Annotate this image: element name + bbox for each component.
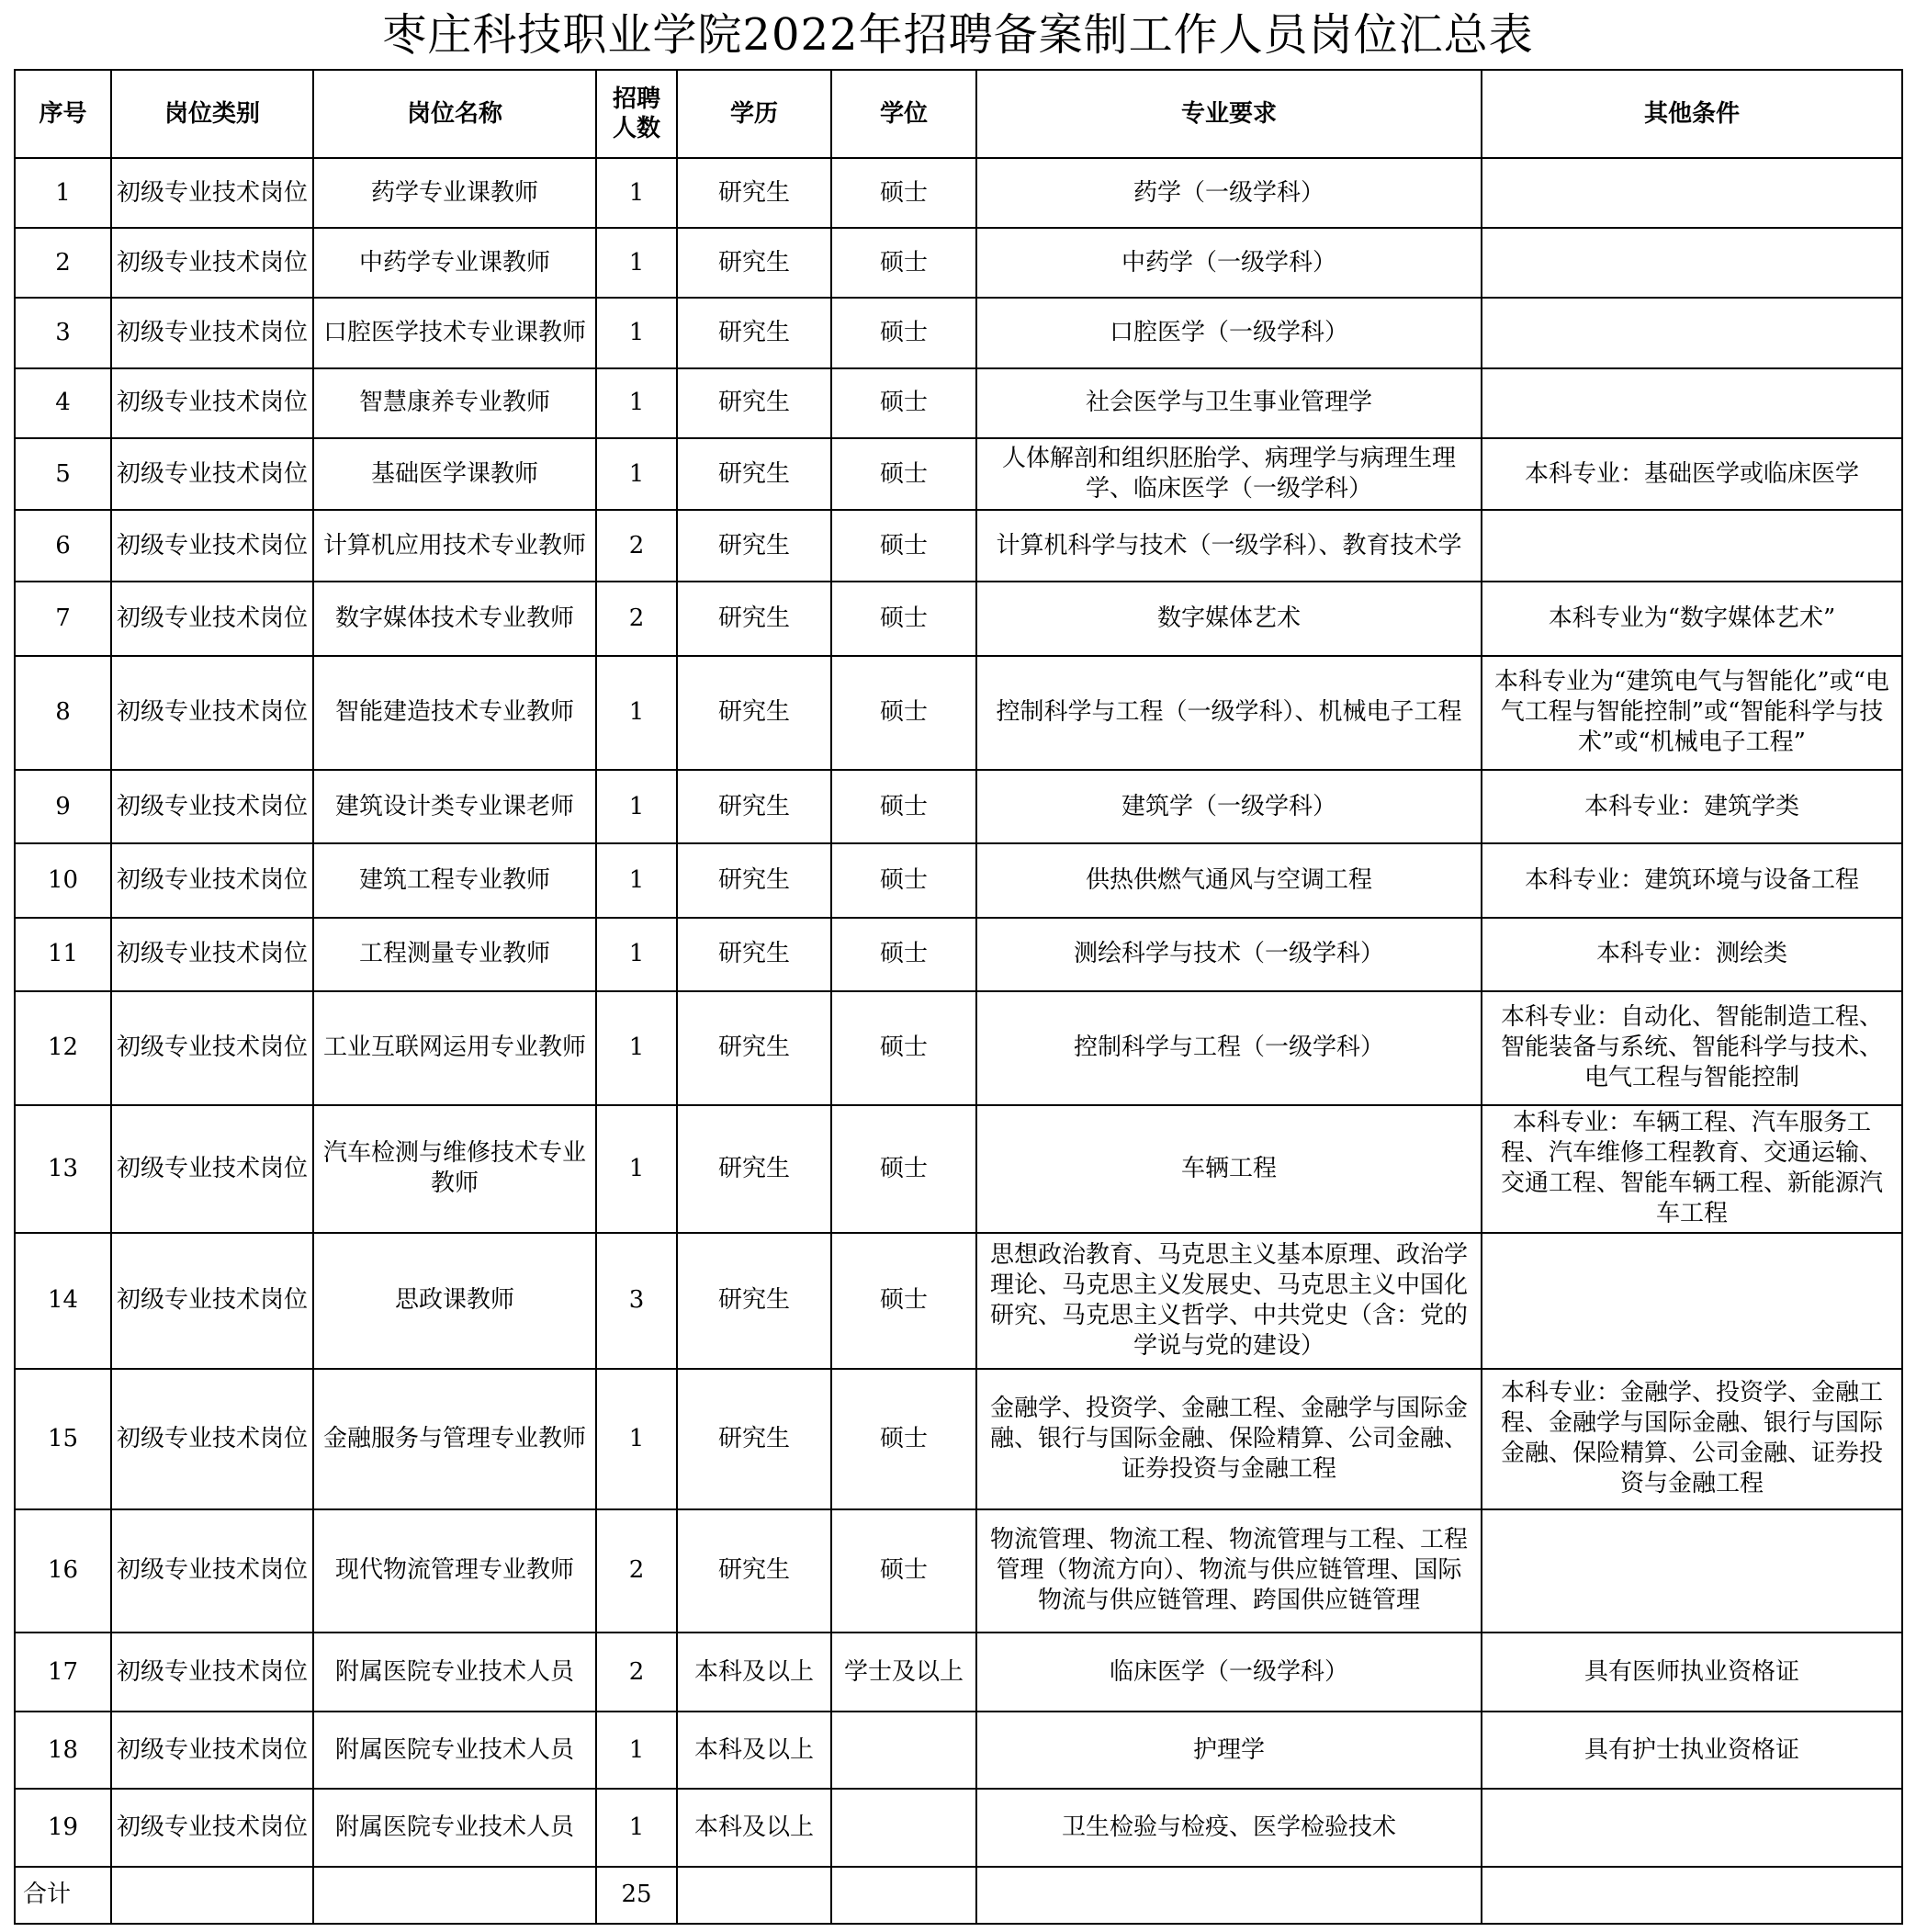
cell-major: 社会医学与卫生事业管理学 bbox=[976, 368, 1482, 438]
cell-education: 研究生 bbox=[677, 228, 831, 298]
cell-name: 建筑设计类专业课老师 bbox=[313, 770, 596, 843]
cell-other: 本科专业：建筑学类 bbox=[1482, 770, 1902, 843]
cell-other bbox=[1482, 1509, 1902, 1633]
header-row bbox=[15, 70, 1902, 158]
cell-degree: 硕士 bbox=[831, 1509, 976, 1633]
table-row bbox=[15, 582, 1902, 655]
cell-no: 12 bbox=[15, 991, 111, 1105]
cell-no: 15 bbox=[15, 1369, 111, 1508]
total-row bbox=[15, 1867, 1902, 1924]
cell-major: 建筑学（一级学科） bbox=[976, 770, 1482, 843]
cell-degree: 学士及以上 bbox=[831, 1633, 976, 1712]
cell-other: 具有医师执业资格证 bbox=[1482, 1633, 1902, 1712]
header-name: 岗位名称 bbox=[313, 70, 596, 158]
cell-no: 3 bbox=[15, 298, 111, 367]
cell-name: 附属医院专业技术人员 bbox=[313, 1633, 596, 1712]
table-row bbox=[15, 1712, 1902, 1789]
cell-education: 研究生 bbox=[677, 368, 831, 438]
cell-education: 研究生 bbox=[677, 1509, 831, 1633]
table-row bbox=[15, 1233, 1902, 1369]
cell-major: 计算机科学与技术（一级学科）、教育技术学 bbox=[976, 510, 1482, 582]
cell-category: 初级专业技术岗位 bbox=[111, 1233, 313, 1369]
cell-other bbox=[1482, 510, 1902, 582]
cell-degree: 硕士 bbox=[831, 228, 976, 298]
cell-other: 本科专业：建筑环境与设备工程 bbox=[1482, 843, 1902, 917]
table-row bbox=[15, 991, 1902, 1105]
total-empty-cell bbox=[976, 1867, 1482, 1924]
cell-major: 人体解剖和组织胚胎学、病理学与病理生理学、临床医学（一级学科） bbox=[976, 438, 1482, 510]
header-education: 学历 bbox=[677, 70, 831, 158]
cell-major: 车辆工程 bbox=[976, 1105, 1482, 1232]
cell-category: 初级专业技术岗位 bbox=[111, 1633, 313, 1712]
cell-education: 研究生 bbox=[677, 298, 831, 367]
table-row bbox=[15, 228, 1902, 298]
cell-category: 初级专业技术岗位 bbox=[111, 656, 313, 770]
cell-degree: 硕士 bbox=[831, 158, 976, 228]
cell-other bbox=[1482, 158, 1902, 228]
table-row bbox=[15, 510, 1902, 582]
cell-education: 研究生 bbox=[677, 918, 831, 991]
cell-education: 研究生 bbox=[677, 1369, 831, 1508]
table-row bbox=[15, 656, 1902, 770]
cell-name: 现代物流管理专业教师 bbox=[313, 1509, 596, 1633]
cell-major: 口腔医学（一级学科） bbox=[976, 298, 1482, 367]
table-row bbox=[15, 298, 1902, 367]
header-degree: 学位 bbox=[831, 70, 976, 158]
header-count: 招聘人数 bbox=[596, 70, 677, 158]
cell-degree bbox=[831, 1712, 976, 1789]
cell-count: 1 bbox=[596, 1369, 677, 1508]
cell-count: 1 bbox=[596, 438, 677, 510]
cell-education: 研究生 bbox=[677, 656, 831, 770]
cell-degree: 硕士 bbox=[831, 368, 976, 438]
cell-major: 金融学、投资学、金融工程、金融学与国际金融、银行与国际金融、保险精算、公司金融、证券投资与金融工程 bbox=[976, 1369, 1482, 1508]
cell-count: 2 bbox=[596, 582, 677, 655]
table-body bbox=[15, 158, 1902, 1924]
cell-major: 物流管理、物流工程、物流管理与工程、工程管理（物流方向）、物流与供应链管理、国际物流与供应链管理、跨国供应链管理 bbox=[976, 1509, 1482, 1633]
cell-category: 初级专业技术岗位 bbox=[111, 1509, 313, 1633]
cell-count: 2 bbox=[596, 510, 677, 582]
cell-no: 11 bbox=[15, 918, 111, 991]
table-row bbox=[15, 1369, 1902, 1508]
cell-other: 本科专业为“建筑电气与智能化”或“电气工程与智能控制”或“智能科学与技术”或“机械电子工程” bbox=[1482, 656, 1902, 770]
cell-name: 基础医学课教师 bbox=[313, 438, 596, 510]
cell-name: 工业互联网运用专业教师 bbox=[313, 991, 596, 1105]
cell-major: 护理学 bbox=[976, 1712, 1482, 1789]
cell-no: 5 bbox=[15, 438, 111, 510]
table-row bbox=[15, 368, 1902, 438]
cell-other: 本科专业：自动化、智能制造工程、智能装备与系统、智能科学与技术、电气工程与智能控制 bbox=[1482, 991, 1902, 1105]
cell-degree: 硕士 bbox=[831, 1369, 976, 1508]
cell-category: 初级专业技术岗位 bbox=[111, 510, 313, 582]
cell-no: 9 bbox=[15, 770, 111, 843]
cell-count: 1 bbox=[596, 991, 677, 1105]
cell-count: 1 bbox=[596, 843, 677, 917]
cell-degree: 硕士 bbox=[831, 770, 976, 843]
header-other: 其他条件 bbox=[1482, 70, 1902, 158]
cell-education: 本科及以上 bbox=[677, 1633, 831, 1712]
cell-other bbox=[1482, 228, 1902, 298]
table-row bbox=[15, 1105, 1902, 1232]
cell-count: 2 bbox=[596, 1509, 677, 1633]
header-no: 序号 bbox=[15, 70, 111, 158]
table-row bbox=[15, 843, 1902, 917]
cell-name: 思政课教师 bbox=[313, 1233, 596, 1369]
cell-no: 8 bbox=[15, 656, 111, 770]
cell-category: 初级专业技术岗位 bbox=[111, 368, 313, 438]
cell-other: 具有护士执业资格证 bbox=[1482, 1712, 1902, 1789]
cell-education: 研究生 bbox=[677, 1105, 831, 1232]
cell-no: 2 bbox=[15, 228, 111, 298]
cell-education: 本科及以上 bbox=[677, 1789, 831, 1866]
cell-education: 研究生 bbox=[677, 158, 831, 228]
cell-category: 初级专业技术岗位 bbox=[111, 770, 313, 843]
cell-degree: 硕士 bbox=[831, 991, 976, 1105]
cell-category: 初级专业技术岗位 bbox=[111, 1789, 313, 1866]
cell-name: 智慧康养专业教师 bbox=[313, 368, 596, 438]
cell-count: 1 bbox=[596, 158, 677, 228]
total-empty-cell bbox=[677, 1867, 831, 1924]
cell-category: 初级专业技术岗位 bbox=[111, 1712, 313, 1789]
positions-table bbox=[14, 69, 1903, 1925]
table-row bbox=[15, 770, 1902, 843]
cell-major: 卫生检验与检疫、医学检验技术 bbox=[976, 1789, 1482, 1866]
cell-major: 药学（一级学科） bbox=[976, 158, 1482, 228]
table-row bbox=[15, 1789, 1902, 1866]
cell-category: 初级专业技术岗位 bbox=[111, 1369, 313, 1508]
cell-major: 控制科学与工程（一级学科） bbox=[976, 991, 1482, 1105]
cell-no: 16 bbox=[15, 1509, 111, 1633]
cell-count: 1 bbox=[596, 228, 677, 298]
cell-category: 初级专业技术岗位 bbox=[111, 228, 313, 298]
cell-degree: 硕士 bbox=[831, 438, 976, 510]
cell-count: 1 bbox=[596, 770, 677, 843]
cell-count: 1 bbox=[596, 656, 677, 770]
cell-name: 口腔医学技术专业课教师 bbox=[313, 298, 596, 367]
cell-other bbox=[1482, 1789, 1902, 1866]
cell-count: 1 bbox=[596, 918, 677, 991]
cell-no: 13 bbox=[15, 1105, 111, 1232]
cell-count: 1 bbox=[596, 1789, 677, 1866]
cell-name: 计算机应用技术专业教师 bbox=[313, 510, 596, 582]
cell-name: 工程测量专业教师 bbox=[313, 918, 596, 991]
cell-other: 本科专业：金融学、投资学、金融工程、金融学与国际金融、银行与国际金融、保险精算、公司金融、证券投资与金融工程 bbox=[1482, 1369, 1902, 1508]
cell-name: 中药学专业课教师 bbox=[313, 228, 596, 298]
cell-no: 6 bbox=[15, 510, 111, 582]
cell-education: 研究生 bbox=[677, 1233, 831, 1369]
cell-major: 控制科学与工程（一级学科）、机械电子工程 bbox=[976, 656, 1482, 770]
cell-category: 初级专业技术岗位 bbox=[111, 582, 313, 655]
cell-no: 4 bbox=[15, 368, 111, 438]
cell-degree: 硕士 bbox=[831, 843, 976, 917]
cell-other bbox=[1482, 298, 1902, 367]
total-empty-cell bbox=[1482, 1867, 1902, 1924]
cell-no: 17 bbox=[15, 1633, 111, 1712]
cell-category: 初级专业技术岗位 bbox=[111, 158, 313, 228]
cell-name: 药学专业课教师 bbox=[313, 158, 596, 228]
table-row bbox=[15, 918, 1902, 991]
cell-major: 中药学（一级学科） bbox=[976, 228, 1482, 298]
cell-degree: 硕士 bbox=[831, 656, 976, 770]
cell-name: 智能建造技术专业教师 bbox=[313, 656, 596, 770]
cell-category: 初级专业技术岗位 bbox=[111, 438, 313, 510]
cell-count: 1 bbox=[596, 298, 677, 367]
cell-major: 临床医学（一级学科） bbox=[976, 1633, 1482, 1712]
cell-education: 研究生 bbox=[677, 991, 831, 1105]
cell-category: 初级专业技术岗位 bbox=[111, 298, 313, 367]
cell-count: 1 bbox=[596, 1105, 677, 1232]
cell-category: 初级专业技术岗位 bbox=[111, 843, 313, 917]
cell-name: 附属医院专业技术人员 bbox=[313, 1789, 596, 1866]
cell-education: 研究生 bbox=[677, 510, 831, 582]
cell-other: 本科专业：基础医学或临床医学 bbox=[1482, 438, 1902, 510]
cell-degree: 硕士 bbox=[831, 918, 976, 991]
cell-education: 研究生 bbox=[677, 770, 831, 843]
total-empty-cell bbox=[831, 1867, 976, 1924]
cell-major: 供热供燃气通风与空调工程 bbox=[976, 843, 1482, 917]
cell-degree: 硕士 bbox=[831, 1233, 976, 1369]
cell-count: 1 bbox=[596, 1712, 677, 1789]
cell-category: 初级专业技术岗位 bbox=[111, 1105, 313, 1232]
total-empty-cell bbox=[111, 1867, 313, 1924]
header-category: 岗位类别 bbox=[111, 70, 313, 158]
cell-major: 思想政治教育、马克思主义基本原理、政治学理论、马克思主义发展史、马克思主义中国化研究、马克思主义哲学、中共党史（含：党的学说与党的建设） bbox=[976, 1233, 1482, 1369]
cell-major: 数字媒体艺术 bbox=[976, 582, 1482, 655]
cell-count: 1 bbox=[596, 368, 677, 438]
cell-other: 本科专业为“数字媒体艺术” bbox=[1482, 582, 1902, 655]
cell-category: 初级专业技术岗位 bbox=[111, 918, 313, 991]
total-count: 25 bbox=[596, 1867, 677, 1924]
cell-education: 本科及以上 bbox=[677, 1712, 831, 1789]
cell-other: 本科专业：测绘类 bbox=[1482, 918, 1902, 991]
header-major: 专业要求 bbox=[976, 70, 1482, 158]
cell-education: 研究生 bbox=[677, 843, 831, 917]
cell-other bbox=[1482, 368, 1902, 438]
cell-education: 研究生 bbox=[677, 582, 831, 655]
cell-count: 3 bbox=[596, 1233, 677, 1369]
cell-name: 金融服务与管理专业教师 bbox=[313, 1369, 596, 1508]
cell-no: 10 bbox=[15, 843, 111, 917]
cell-major: 测绘科学与技术（一级学科） bbox=[976, 918, 1482, 991]
table-row bbox=[15, 158, 1902, 228]
cell-degree bbox=[831, 1789, 976, 1866]
cell-category: 初级专业技术岗位 bbox=[111, 991, 313, 1105]
cell-name: 汽车检测与维修技术专业教师 bbox=[313, 1105, 596, 1232]
table-row bbox=[15, 438, 1902, 510]
cell-no: 18 bbox=[15, 1712, 111, 1789]
cell-name: 附属医院专业技术人员 bbox=[313, 1712, 596, 1789]
cell-degree: 硕士 bbox=[831, 510, 976, 582]
cell-no: 14 bbox=[15, 1233, 111, 1369]
page-title: 枣庄科技职业学院2022年招聘备案制工作人员岗位汇总表 bbox=[382, 9, 1534, 61]
cell-degree: 硕士 bbox=[831, 582, 976, 655]
cell-degree: 硕士 bbox=[831, 298, 976, 367]
cell-no: 1 bbox=[15, 158, 111, 228]
cell-count: 2 bbox=[596, 1633, 677, 1712]
cell-name: 建筑工程专业教师 bbox=[313, 843, 596, 917]
table-row bbox=[15, 1633, 1902, 1712]
cell-other bbox=[1482, 1233, 1902, 1369]
total-empty-cell bbox=[313, 1867, 596, 1924]
cell-no: 7 bbox=[15, 582, 111, 655]
table-row bbox=[15, 1509, 1902, 1633]
total-label: 合计 bbox=[15, 1867, 111, 1924]
cell-name: 数字媒体技术专业教师 bbox=[313, 582, 596, 655]
cell-degree: 硕士 bbox=[831, 1105, 976, 1232]
cell-other: 本科专业：车辆工程、汽车服务工程、汽车维修工程教育、交通运输、交通工程、智能车辆工程、新能源汽车工程 bbox=[1482, 1105, 1902, 1232]
cell-no: 19 bbox=[15, 1789, 111, 1866]
cell-education: 研究生 bbox=[677, 438, 831, 510]
